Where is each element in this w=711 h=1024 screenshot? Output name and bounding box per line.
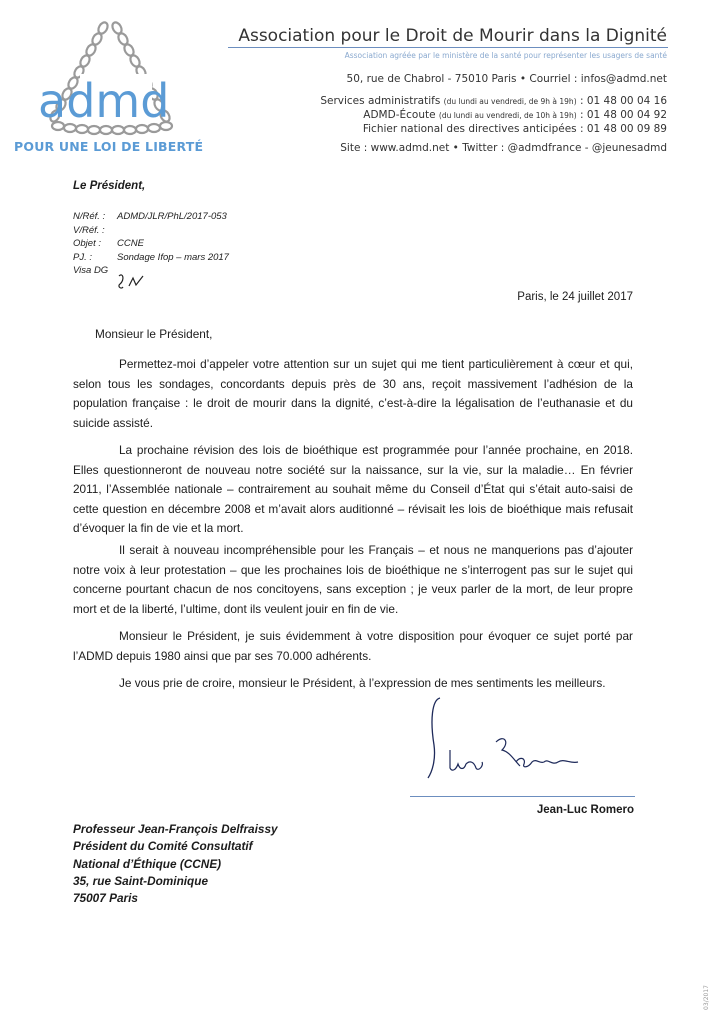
services-line xyxy=(320,95,667,107)
paragraph: La prochaine révision des lois de bioéthique est programmée pour l’année prochaine, en 2018. Elles questionneront de nouveau notre société sur la naissance, sur la vie, sur la maladie… En février 2011, l’Assemblée nationale – contrairement au souhait même du Conseil d’État qui s’était auto-saisi de cette question en décembre 2008 et m’avait alors auditionné – révisait les lois de bioéthique mais refusait d’évoquer la fin de vie et la mort. xyxy=(73,443,633,536)
meta-key: PJ. : xyxy=(73,251,93,263)
paragraph: Il serait à nouveau incompréhensible pour les Français – et nous ne manquerions pas d’ajouter notre voix à leur protestation – que les prochaines lois de bioéthique ne s’interrogent pas sur le sujet qui concerne pourtant chacun de nos concitoyens, sans exception ; je veux parler de la mort, de leur propre mort et de la liberté, l’ultime, dont ils veulent jouir en fin de vie. xyxy=(73,543,633,616)
salutation: Monsieur le Président, xyxy=(95,327,213,341)
services-hours: (du lundi au vendredi, de 9h à 19h) xyxy=(443,97,577,106)
address-line: 50, rue de Chabrol - 75010 Paris • Courriel : infos@admd.net xyxy=(346,73,667,85)
recipient-line: Professeur Jean-François Delfraissy xyxy=(73,822,278,836)
meta-row xyxy=(73,252,229,266)
ecoute-line xyxy=(363,109,667,121)
ecoute-label: ADMD-Écoute xyxy=(363,109,436,121)
visa-initials xyxy=(115,272,151,292)
logo-wordmark: admd xyxy=(38,74,170,128)
services-label: Services administratifs xyxy=(320,95,441,107)
meta-row xyxy=(73,225,229,239)
services-phone: : 01 48 00 04 16 xyxy=(579,95,667,107)
recipient-block xyxy=(73,821,278,907)
meta-key: N/Réf. : xyxy=(73,211,106,222)
paragraph: Je vous prie de croire, monsieur le Président, à l’expression de mes sentiments les meilleurs. xyxy=(119,676,606,690)
footer-code: 03/2017 xyxy=(703,985,710,1010)
org-subtitle: Association agréée par le ministère de la santé pour représenter les usagers de santé xyxy=(344,51,667,60)
recipient-line: 75007 Paris xyxy=(73,891,138,906)
president-title: Le Président, xyxy=(73,180,146,192)
handwritten-signature xyxy=(410,690,610,790)
meta-value: Sondage Ifop – mars 2017 xyxy=(117,251,229,263)
meta-key: Visa DG xyxy=(73,265,109,276)
admd-logo xyxy=(10,14,215,154)
recipient-line: National d’Éthique (CCNE) xyxy=(73,856,222,871)
meta-value: CCNE xyxy=(117,238,144,249)
paragraph: Monsieur le Président, je suis évidemment à votre disposition pour évoquer ce sujet porté par l’ADMD depuis 1980 ainsi que par ses 70.000 adhérents. xyxy=(73,629,633,663)
letter-date: Paris, le 24 juillet 2017 xyxy=(517,291,633,303)
recipient-line: Président du Comité Consultatif xyxy=(73,839,253,854)
org-name: Association pour le Droit de Mourir dans la Dignité xyxy=(238,26,667,46)
meta-value: ADMD/JLR/PhL/2017-053 xyxy=(117,211,227,222)
ecoute-phone: : 01 48 00 04 92 xyxy=(579,109,667,121)
tagline: POUR UNE LOI DE LIBERTÉ xyxy=(14,139,204,154)
signer-name: Jean-Luc Romero xyxy=(536,804,634,816)
ecoute-hours: (du lundi au vendredi, de 10h à 19h) xyxy=(438,111,577,120)
meta-key: V/Réf. : xyxy=(73,224,105,236)
header-rule xyxy=(228,47,668,48)
meta-row xyxy=(73,238,229,252)
site-line: Site : www.admd.net • Twitter : @admdfrance - @jeunesadmd xyxy=(340,142,667,154)
meta-key: Objet : xyxy=(73,238,101,249)
reference-block xyxy=(73,211,229,279)
fichier-line: Fichier national des directives anticipées : 01 48 00 09 89 xyxy=(362,123,667,135)
paragraph: Permettez-moi d’appeler votre attention sur un sujet qui me tient particulièrement à cœur et qui, selon tous les sondages, concordants depuis près de 30 ans, reçoit massivement l’adhésion de la population française : le droit de mourir dans la dignité, c’est-à-dire la légalisation de l’euthanasie et du suicide assisté. xyxy=(73,357,633,430)
signature-rule xyxy=(410,796,635,797)
meta-row xyxy=(73,211,229,225)
recipient-line: 35, rue Saint-Dominique xyxy=(73,873,209,888)
